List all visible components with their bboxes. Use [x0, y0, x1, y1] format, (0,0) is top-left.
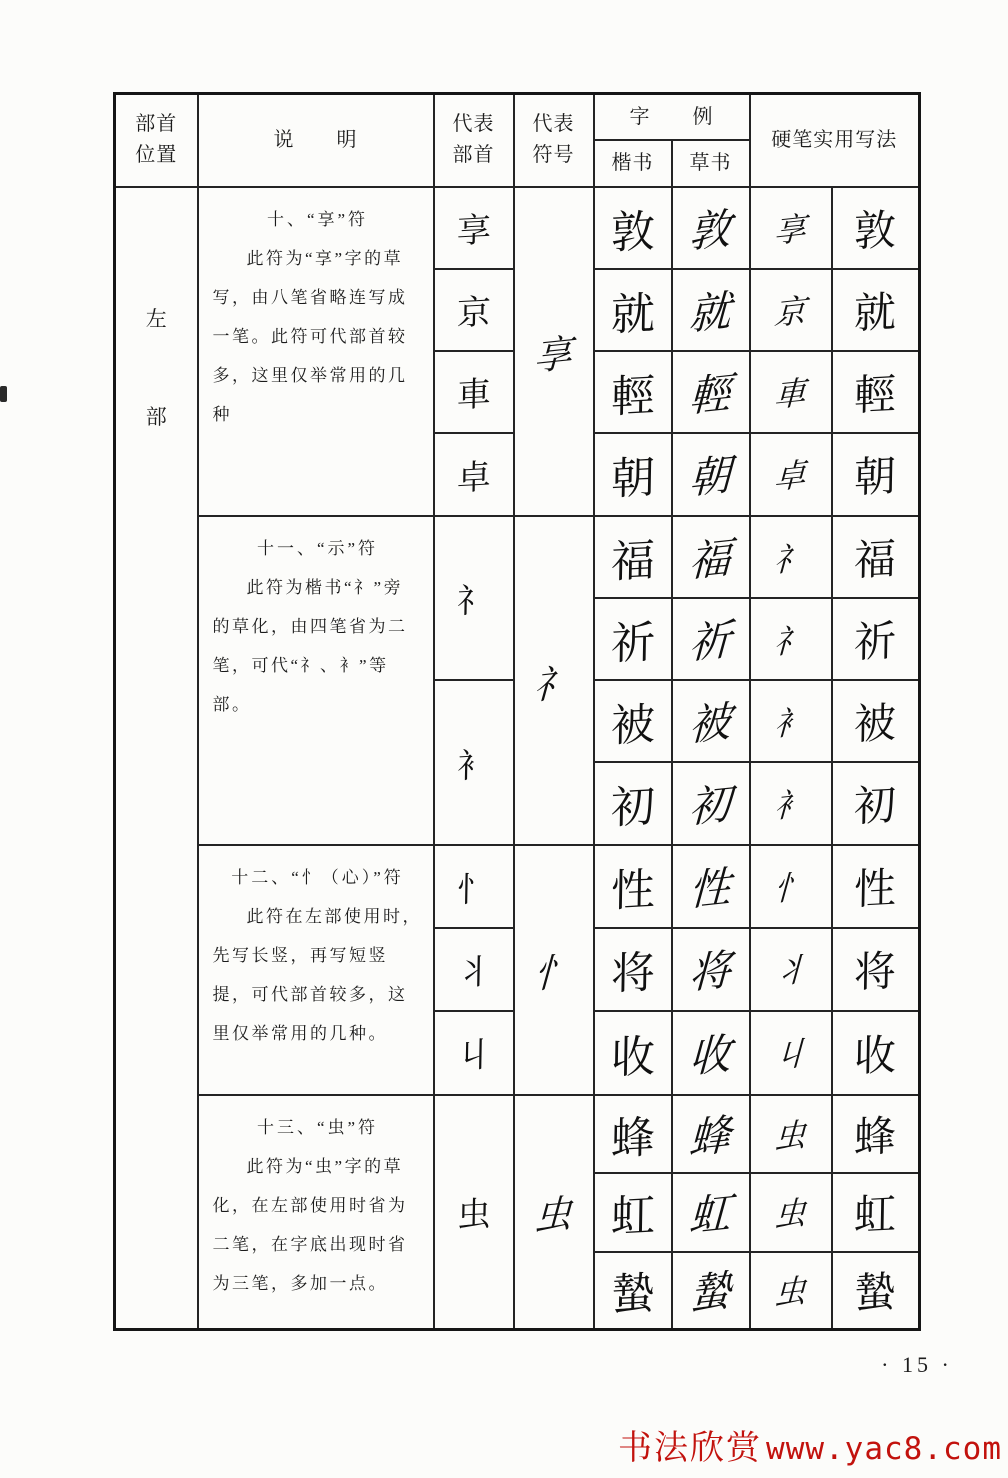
- pen-symbol-cell: 衤: [750, 762, 832, 845]
- kaishu-cell: 虹: [594, 1173, 672, 1252]
- caoshu-cell: 虹: [672, 1173, 750, 1252]
- kaishu-cell: 将: [594, 928, 672, 1011]
- caoshu-cell: 初: [672, 762, 750, 845]
- kaishu-cell: 蜂: [594, 1095, 672, 1173]
- caoshu-cell: 将: [672, 928, 750, 1011]
- caoshu-cell: 就: [672, 269, 750, 351]
- pen-symbol-cell: 享: [750, 187, 832, 269]
- header-symbol-line1: 代表: [532, 113, 575, 136]
- header-radical: [434, 94, 514, 187]
- pen-char-cell: 虹: [832, 1173, 920, 1252]
- symbol-cell: 虫: [514, 1095, 594, 1330]
- header-practical: 硬笔实用写法: [750, 94, 920, 187]
- header-kaishu: 楷书: [594, 140, 672, 187]
- section-4-body: 此符为“虫”字的草化，在左部使用时省为二笔，在字底出现时省为三笔，多加一点。: [212, 1156, 408, 1293]
- radical-symbol-table: [113, 92, 921, 1331]
- explanation-section-2: [198, 516, 434, 845]
- watermark: [618, 1420, 1002, 1469]
- table-row: [115, 516, 920, 598]
- caoshu-cell: 朝: [672, 433, 750, 516]
- pen-char-cell: 就: [832, 269, 920, 351]
- caoshu-cell: 收: [672, 1011, 750, 1095]
- radical-cell: 卓: [434, 433, 514, 516]
- header-position-line2: 位置: [135, 144, 178, 167]
- kaishu-cell: 敦: [594, 187, 672, 269]
- explanation-section-3: [198, 845, 434, 1095]
- symbol-cell: 忄: [514, 845, 594, 1095]
- section-1-title: 十、“享”符: [266, 209, 369, 229]
- kaishu-cell: 收: [594, 1011, 672, 1095]
- caoshu-cell: 蟄: [672, 1252, 750, 1330]
- kaishu-cell: 被: [594, 680, 672, 762]
- radical-cell: 享: [434, 187, 514, 269]
- pen-char-cell: 祈: [832, 598, 920, 680]
- pen-char-cell: 輕: [832, 351, 920, 433]
- caoshu-cell: 被: [672, 680, 750, 762]
- kaishu-cell: 祈: [594, 598, 672, 680]
- radical-cell: 礻: [434, 516, 514, 680]
- caoshu-cell: 性: [672, 845, 750, 928]
- symbol-cell: 礻: [514, 516, 594, 845]
- section-1-body: 此符为“享”字的草写，由八笔省略连写成一笔。此符可代部首较多，这里仅举常用的几种: [212, 248, 408, 424]
- pen-char-cell: 朝: [832, 433, 920, 516]
- table-row: [115, 1095, 920, 1173]
- kaishu-cell: 蟄: [594, 1252, 672, 1330]
- caoshu-cell: 輕: [672, 351, 750, 433]
- pen-symbol-cell: 虫: [750, 1173, 832, 1252]
- page-number: · 15 ·: [881, 1352, 953, 1377]
- radical-cell: 虫: [434, 1095, 514, 1330]
- pen-char-cell: 福: [832, 516, 920, 598]
- explanation-section-1: [198, 187, 434, 516]
- pen-char-cell: 敦: [832, 187, 920, 269]
- caoshu-cell: 福: [672, 516, 750, 598]
- pen-symbol-cell: 丬: [750, 928, 832, 1011]
- pen-symbol-cell: 車: [750, 351, 832, 433]
- watermark-text: 书法欣赏: [618, 1430, 763, 1467]
- section-4-title: 十三、“虫”符: [256, 1117, 379, 1137]
- header-caoshu: 草书: [672, 140, 750, 187]
- pen-char-cell: 收: [832, 1011, 920, 1095]
- pen-symbol-cell: 虫: [750, 1252, 832, 1330]
- pen-char-cell: 被: [832, 680, 920, 762]
- header-explanation: 说 明: [198, 94, 434, 187]
- table-header-row-1: [115, 94, 920, 140]
- section-2-title: 十一、“示”符: [256, 538, 379, 558]
- pen-char-cell: 蜂: [832, 1095, 920, 1173]
- header-symbol-line2: 符号: [532, 144, 575, 167]
- scan-artifact: [0, 386, 7, 402]
- caoshu-cell: 蜂: [672, 1095, 750, 1173]
- section-3-title: 十二、“忄（心）”符: [231, 867, 404, 887]
- pen-symbol-cell: 衤: [750, 680, 832, 762]
- header-radical-line1: 代表: [452, 113, 495, 136]
- kaishu-cell: 朝: [594, 433, 672, 516]
- pen-symbol-cell: 卓: [750, 433, 832, 516]
- position-label-line2: 部: [145, 404, 167, 429]
- kaishu-cell: 初: [594, 762, 672, 845]
- section-2-body: 此符为楷书“礻”旁的草化，由四笔省为二笔，可代“礻、衤”等部。: [212, 577, 408, 714]
- watermark-url: www.yac8.com: [766, 1431, 1002, 1467]
- kaishu-cell: 福: [594, 516, 672, 598]
- caoshu-cell: 祈: [672, 598, 750, 680]
- pen-char-cell: 蟄: [832, 1252, 920, 1330]
- caoshu-cell: 敦: [672, 187, 750, 269]
- kaishu-cell: 性: [594, 845, 672, 928]
- pen-char-cell: 将: [832, 928, 920, 1011]
- pen-symbol-cell: 虫: [750, 1095, 832, 1173]
- symbol-cell: 享: [514, 187, 594, 516]
- table-row: [115, 845, 920, 928]
- header-examples: 字 例: [594, 94, 750, 140]
- pen-symbol-cell: 丩: [750, 1011, 832, 1095]
- radical-cell: 丩: [434, 1011, 514, 1095]
- position-cell: [115, 187, 198, 1330]
- header-position: [115, 94, 198, 187]
- table-row: [115, 187, 920, 269]
- position-label-line1: 左: [145, 306, 167, 331]
- pen-symbol-cell: 礻: [750, 516, 832, 598]
- radical-cell: 衤: [434, 680, 514, 845]
- section-3-body: 此符在左部使用时，先写长竖，再写短竖提，可代部首较多，这里仅举常用的几种。: [212, 906, 422, 1043]
- pen-symbol-cell: 京: [750, 269, 832, 351]
- pen-symbol-cell: 忄: [750, 845, 832, 928]
- explanation-section-4: [198, 1095, 434, 1330]
- kaishu-cell: 就: [594, 269, 672, 351]
- header-position-line1: 部首: [135, 113, 178, 136]
- header-radical-line2: 部首: [452, 144, 495, 167]
- pen-char-cell: 性: [832, 845, 920, 928]
- radical-cell: 京: [434, 269, 514, 351]
- radical-cell: 忄: [434, 845, 514, 928]
- kaishu-cell: 輕: [594, 351, 672, 433]
- pen-char-cell: 初: [832, 762, 920, 845]
- radical-cell: 車: [434, 351, 514, 433]
- pen-symbol-cell: 礻: [750, 598, 832, 680]
- radical-cell: 丬: [434, 928, 514, 1011]
- header-symbol: [514, 94, 594, 187]
